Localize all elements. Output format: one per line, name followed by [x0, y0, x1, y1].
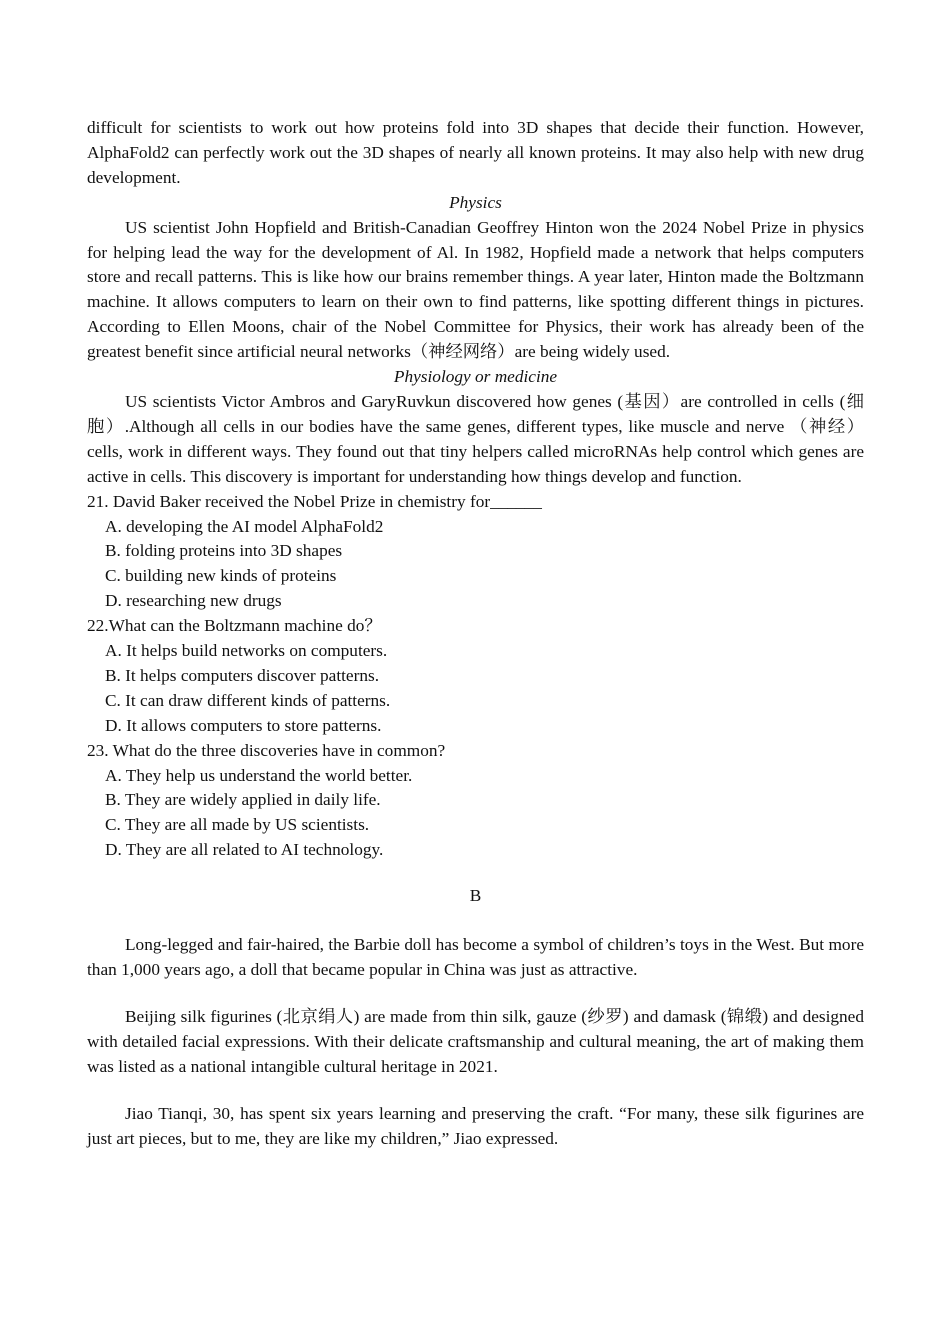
medicine-heading: Physiology or medicine	[393, 367, 558, 387]
passage-b-paragraph-2: Beijing silk figurines (北京绢人) are made from thin silk, gauze (纱罗) and damask (锦缎) and designed with detailed facial expressions. With their delicate craftsmanship and cultural meaning, the art of making them was listed as a national intangible cultural heritage in 2021.	[87, 1006, 864, 1076]
physics-heading: Physics	[449, 192, 502, 212]
option-d: D. researching new drugs	[105, 591, 282, 611]
medicine-paragraph: US scientists Victor Ambros and GaryRuvkun discovered how genes (基因）are controlled in cells (细胞）.Although all cells in our bodies have the same genes, different types, like muscle and nerve （神经）cells, work in different ways. They found out that tiny helpers called microRNAs help control which genes are active in cells. This discovery is important for understanding how things develop and function.	[87, 391, 864, 486]
option-d: D. They are all related to AI technology.	[105, 840, 384, 860]
option-b: B. It helps computers discover patterns.	[105, 665, 380, 685]
passage-b-paragraph-1: Long-legged and fair-haired, the Barbie doll has become a symbol of children’s toys in the West. But more than 1,000 years ago, a doll that became popular in China was just as attractive.	[87, 935, 864, 979]
section-b-heading: B	[469, 886, 482, 906]
option-b: B. folding proteins into 3D shapes	[105, 541, 343, 561]
question-stem: 21. David Baker received the Nobel Prize in chemistry for______	[87, 491, 542, 511]
option-b: B. They are widely applied in daily life.	[105, 790, 381, 810]
option-c: C. They are all made by US scientists.	[105, 815, 370, 835]
chemistry-paragraph-tail: difficult for scientists to work out how proteins fold into 3D shapes that decide their function. However, AlphaFold2 can perfectly work out the 3D shapes of nearly all known proteins. It may also help with new drug development.	[87, 118, 864, 187]
option-c: C. It can draw different kinds of patterns.	[105, 690, 391, 710]
physics-paragraph: US scientist John Hopfield and British-Canadian Geoffrey Hinton won the 2024 Nobel Prize in physics for helping lead the way for the development of Al. In 1982, Hopfield made a network that helps computers store and recall patterns. This is like how our brains remember things. A year later, Hinton made the Boltzmann machine. It allows computers to learn on their own to find patterns, like spotting different things in pictures. According to Ellen Moons, chair of the Nobel Committee for Physics, their work has already been of the greatest benefit since artificial neural networks（神经网络）are being widely used.	[87, 217, 864, 362]
passage-b-paragraph-3: Jiao Tianqi, 30, has spent six years learning and preserving the craft. “For many, these silk figurines are just art pieces, but to me, they are like my children,” Jiao expressed.	[87, 1103, 864, 1148]
option-d: D. It allows computers to store patterns.	[105, 715, 382, 735]
option-a: A. developing the AI model AlphaFold2	[105, 516, 384, 536]
question-22	[87, 614, 864, 739]
option-a: A. It helps build networks on computers.	[105, 641, 388, 661]
question-stem: 23. What do the three discoveries have in common?	[87, 740, 446, 760]
question-23	[87, 739, 864, 864]
option-a: A. They help us understand the world better.	[105, 765, 413, 785]
question-stem: 22.What can the Boltzmann machine do？	[87, 616, 382, 636]
option-c: C. building new kinds of proteins	[105, 566, 337, 586]
question-21	[87, 490, 864, 615]
document-page	[87, 116, 864, 1151]
